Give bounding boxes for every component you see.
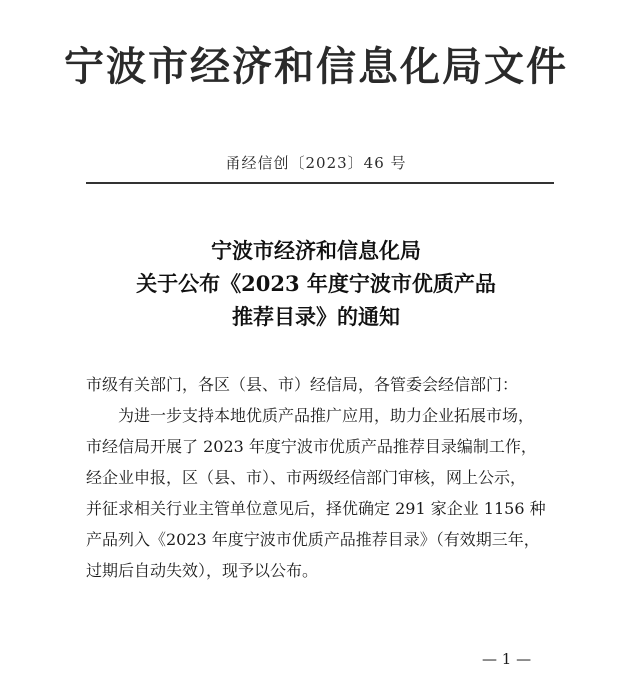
header-divider	[86, 182, 554, 184]
body-line: 过期后自动失效），现予以公布。	[86, 561, 319, 580]
notice-title-line-2: 关于公布《2023 年度宁波市优质产品	[136, 271, 496, 296]
page-number: — 1 —	[482, 650, 532, 668]
body-line: 并征求相关行业主管单位意见后，择优确定 291 家企业 1156 种	[86, 499, 546, 518]
notice-body	[86, 369, 554, 586]
body-line: 产品列入《2023 年度宁波市优质产品推荐目录》（有效期三年，	[86, 530, 540, 549]
body-line: 为进一步支持本地优质产品推广应用，助力企业拓展市场，	[118, 406, 535, 425]
document-number: 甬经信创〔2023〕46 号	[225, 154, 407, 172]
notice-title	[0, 234, 632, 333]
body-line: 市经信局开展了 2023 年度宁波市优质产品推荐目录编制工作，	[86, 437, 537, 456]
notice-title-line-1: 宁波市经济和信息化局	[211, 238, 421, 263]
body-line: 经企业申报，区（县、市）、市两级经信部门审核，网上公示，	[86, 468, 527, 487]
notice-title-line-3: 推荐目录》的通知	[232, 304, 400, 329]
issuer-header: 宁波市经济和信息化局文件	[64, 43, 568, 90]
salutation: 市级有关部门，各区（县、市）经信局，各管委会经信部门：	[86, 375, 519, 394]
